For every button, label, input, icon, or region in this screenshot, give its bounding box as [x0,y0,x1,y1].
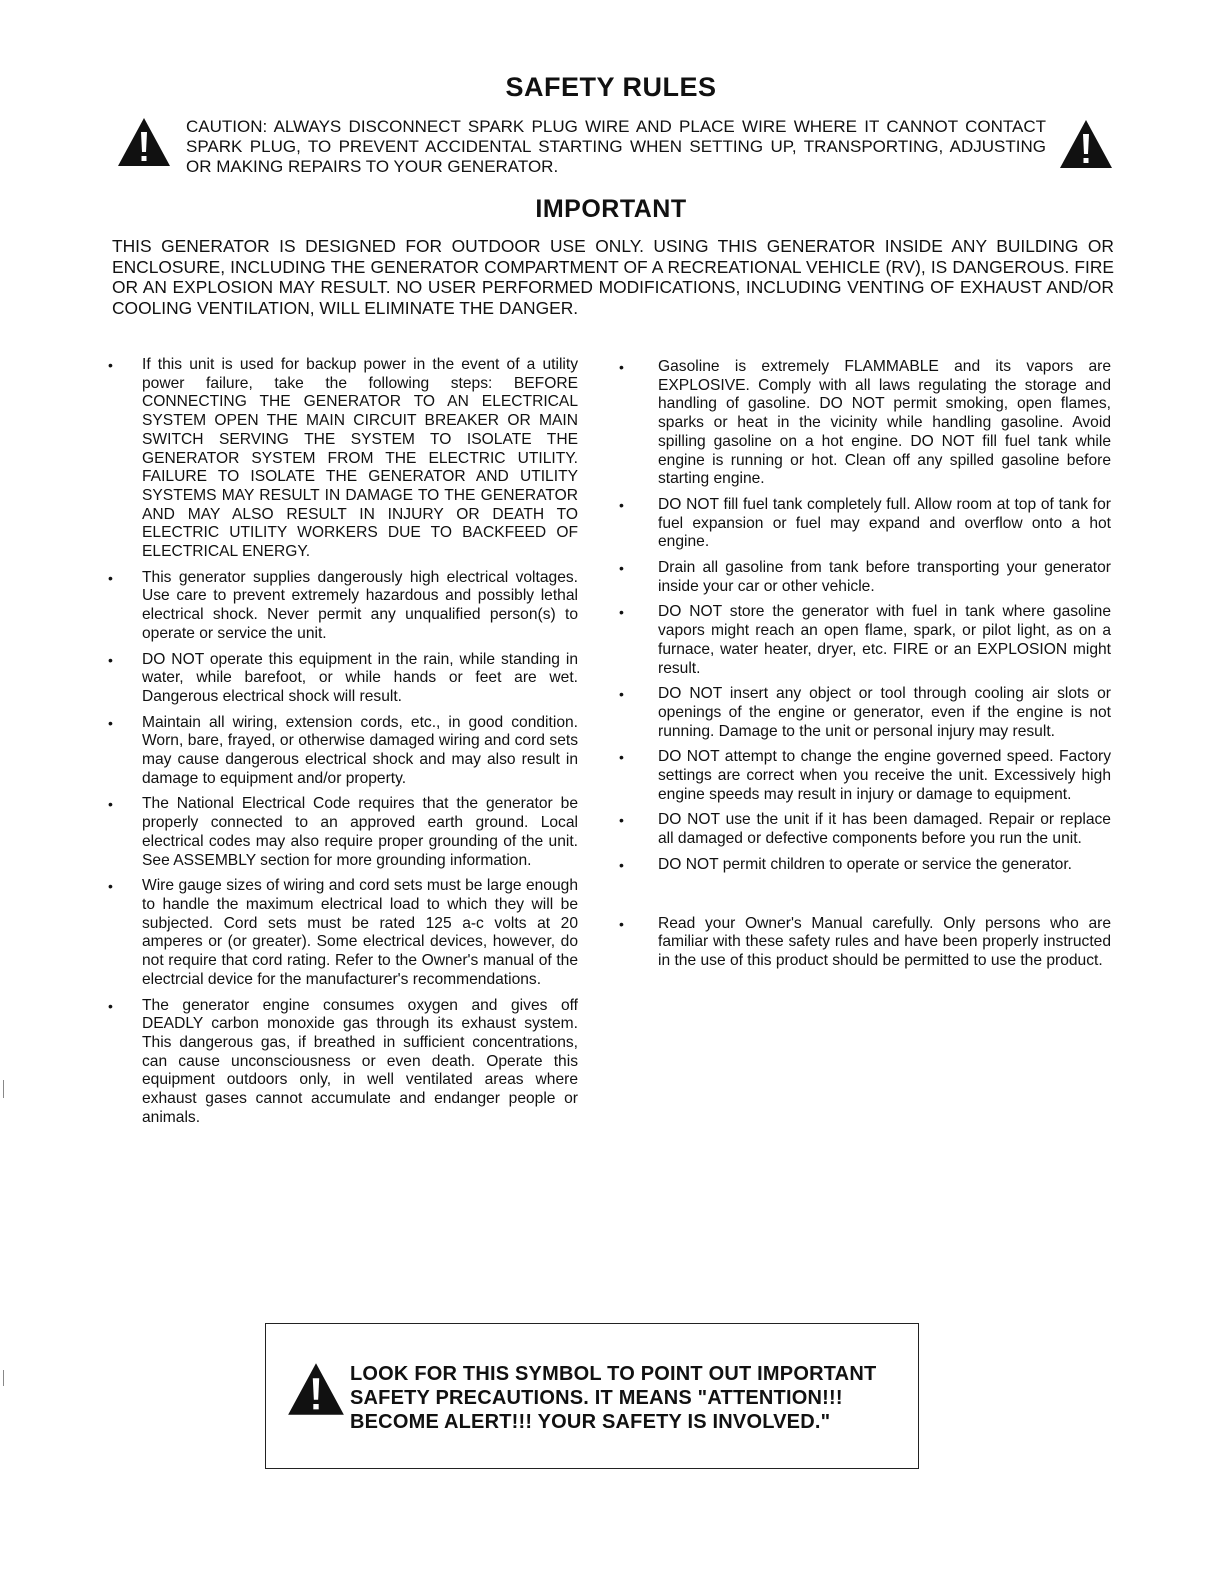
list-item [615,358,1111,489]
bullet-icon: • [108,796,113,813]
bullet-icon: • [619,812,624,829]
bullet-icon: • [619,856,624,873]
bullet-icon: • [619,496,624,513]
list-item [104,997,578,1128]
warning-triangle-icon [1058,118,1114,170]
page-title: SAFETY RULES [505,72,717,102]
left-safety-list [104,356,578,1134]
list-item-text: DO NOT attempt to change the engine governed speed. Factory settings are correct when you receive the unit. Excessively high engine speeds may result in injury or damage to equipment. [658,748,1111,803]
bullet-icon: • [619,560,624,577]
list-item [104,569,578,644]
bullet-icon: • [108,569,113,586]
bullet-icon: • [619,915,624,932]
list-item [615,603,1111,678]
bullet-icon: • [108,651,113,668]
warning-triangle-icon [116,116,172,168]
important-heading: IMPORTANT [535,195,687,223]
list-item-text: DO NOT store the generator with fuel in tank where gasoline vapors might reach an open flame, spark, or pilot light, as on a furnace, water heater, dryer, etc. FIRE or an EXPLOSION might result. [658,603,1111,677]
list-item-text: The National Electrical Code requires that the generator be properly connected to an approved earth ground. Local electrical codes may also require proper grounding of the unit. See ASSEMBLY section for more grounding information. [142,795,578,869]
list-item [615,685,1111,741]
list-item [615,856,1111,875]
scan-mark [3,1080,4,1098]
right-safety-list [615,358,1111,978]
list-item-text: DO NOT insert any object or tool through cooling air slots or openings of the engine or generator, even if the engine is not running. Damage to the unit or personal injury may result. [658,685,1111,740]
callout-text: LOOK FOR THIS SYMBOL TO POINT OUT IMPORTANT SAFETY PRECAUTIONS. IT MEANS "ATTENTION!!! BECOME ALERT!!! YOUR SAFETY IS INVOLVED." [350,1363,877,1433]
list-item [615,915,1111,971]
list-item [104,651,578,707]
list-item-text: This generator supplies dangerously high electrical voltages. Use care to prevent extremely hazardous and possibly lethal electrical shock. Never permit any unqualified person(s) to operate or service the unit. [142,568,578,642]
bullet-icon: • [619,686,624,703]
bullet-icon: • [108,878,113,895]
list-item [104,714,578,789]
bullet-icon: • [108,997,113,1014]
bullet-icon: • [619,604,624,621]
scan-mark [3,1370,4,1386]
list-item-text: Gasoline is extremely FLAMMABLE and its vapors are EXPLOSIVE. Comply with all laws regulating the storage and handling of gasoline. DO NOT permit smoking, open flames, sparks or heat in the vicinity while handling gasoline. Avoid spilling gasoline on a hot engine. DO NOT fill fuel tank while engine is running or hot. Clean off any spilled gasoline before starting engine. [658,358,1111,488]
bullet-icon: • [108,714,113,731]
list-item-text: DO NOT fill fuel tank completely full. Allow room at top of tank for fuel expansion or fuel may expand and overflow onto a hot engine. [658,495,1111,551]
list-item-text: If this unit is used for backup power in the event of a utility power failure, take the following steps: BEFORE CONNECTING THE GENERATOR TO AN ELECTRICAL SYSTEM OPEN THE MAIN CIRCUIT BREAKER OR MAIN SWITCH SERVING THE SYSTEM TO ISOLATE THE GENERATOR SYSTEM FROM THE ELECTRIC UTILITY. FAILURE TO ISOLATE THE GENERATOR AND UTILITY SYSTEMS MAY RESULT IN DAMAGE TO THE GENERATOR AND MAY ALSO RESULT IN INJURY OR DEATH TO ELECTRIC UTILITY WORKERS DUE TO BACKFEED OF ELECTRICAL ENERGY. [142,356,578,561]
list-item [615,496,1111,552]
list-item [104,877,578,989]
list-item-text: Maintain all wiring, extension cords, etc., in good condition. Worn, bare, frayed, or otherwise damaged wiring and cord sets may cause dangerous electrical shock and may also result in damage to equipment and/or property. [142,713,578,787]
bullet-icon: • [619,749,624,766]
important-text: THIS GENERATOR IS DESIGNED FOR OUTDOOR USE ONLY. USING THIS GENERATOR INSIDE ANY BUILDING OR ENCLOSURE, INCLUDING THE GENERATOR COMPARTMENT OF A RECREATIONAL VEHICLE (RV), IS DANGEROUS. FIRE OR AN EXPLOSION MAY RESULT. NO USER PERFORMED MODIFICATIONS, INCLUDING VENTING OF EXHAUST AND/OR COOLING VENTILATION, WILL ELIMINATE THE DANGER. [112,236,1114,318]
list-item-text: DO NOT use the unit if it has been damaged. Repair or replace all damaged or defective components before you run the unit. [658,811,1111,848]
list-item-text: DO NOT permit children to operate or service the generator. [658,855,1073,873]
list-item-text: The generator engine consumes oxygen and gives off DEADLY carbon monoxide gas through its exhaust system. This dangerous gas, if breathed in sufficient concentrations, can cause unconsciousness or even death. Operate this equipment outdoors only, in well ventilated areas where exhaust gases cannot accumulate and endanger people or animals. [142,996,578,1126]
bullet-icon: • [619,359,624,375]
caution-text: CAUTION: ALWAYS DISCONNECT SPARK PLUG WIRE AND PLACE WIRE WHERE IT CANNOT CONTACT SPARK PLUG, TO PREVENT ACCIDENTAL STARTING WHEN SETTING UP, TRANSPORTING, ADJUSTING OR MAKING REPAIRS TO YOUR GENERATOR. [186,117,1046,176]
attention-callout-box [265,1323,919,1469]
list-item-text: Wire gauge sizes of wiring and cord sets must be large enough to handle the maximum electrical load to which they will be subjected. Cord sets must be rated 125 a-c volts at 20 amperes or (or greater). Some electrical devices, however, do not require that cord rating. Refer to the Owner's manual of the electrcial device for the manufacturer's recommendations. [142,877,578,988]
bullet-icon: • [108,357,113,373]
list-item-text: Read your Owner's Manual carefully. Only persons who are familiar with these safety rules and have been properly instructed in the use of this product should be permitted to use the product. [658,914,1111,969]
warning-triangle-icon [286,1361,346,1417]
list-item-text: DO NOT operate this equipment in the rain, while standing in water, while barefoot, or while hands or feet are wet. Dangerous electrical shock will result. [142,650,578,705]
list-item [615,811,1111,848]
list-item-text: Drain all gasoline from tank before transporting your generator inside your car or other vehicle. [658,559,1111,595]
list-item [615,748,1111,804]
list-item [104,795,578,870]
list-item [615,559,1111,596]
list-item [104,356,578,562]
